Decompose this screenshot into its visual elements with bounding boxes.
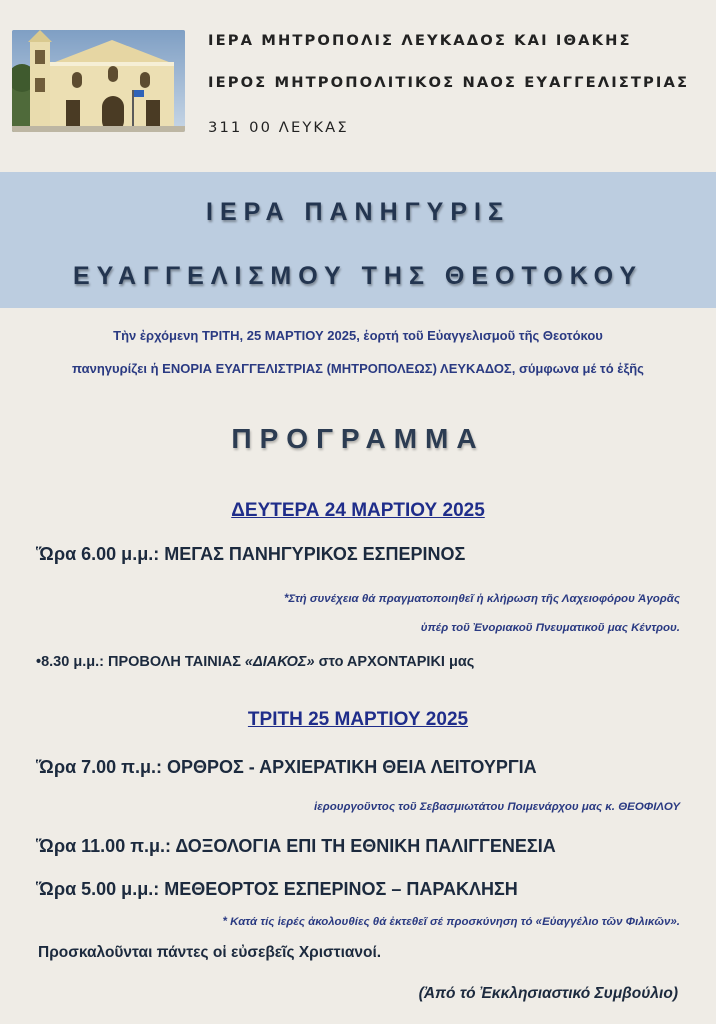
banner-title-line1: ΙΕΡΑ ΠΑΝΗΓΥΡΙΣ	[206, 198, 510, 226]
day2-doxology-item: Ὥρα 11.00 π.μ.: ΔΟΞΟΛΟΓΙΑ ΕΠΙ ΤΗ ΕΘΝΙΚΗ ΠΑΛΙΓΓΕΝΕΣΙΑ	[36, 836, 556, 856]
postal-address: 311 00 ΛΕΥΚΑΣ	[208, 120, 349, 136]
signature: (Ἀπό τό Ἐκκλησιαστικό Συμβούλιο)	[418, 985, 678, 1002]
day1-heading: ΔΕΥΤΕΡΑ 24 ΜΑΡΤΙΟΥ 2025	[231, 500, 485, 521]
day1-film-item	[36, 654, 474, 670]
day1-lottery-note-cont: ὑπέρ τοῦ Ἐνοριακοῦ Πνευματικοῦ μας Κέντρου.	[420, 622, 680, 634]
day2-liturgy-item: Ὥρα 7.00 π.μ.: ΟΡΘΡΟΣ - ΑΡΧΙΕΡΑΤΙΚΗ ΘΕΙΑ ΛΕΙΤΟΥΡΓΙΑ	[36, 757, 537, 777]
film-item-suffix: στο ΑΡΧΟΝΤΑΡΙΚΙ μας	[314, 654, 475, 670]
church-photo	[12, 30, 185, 132]
day1-lottery-note: *Στή συνέχεια θά πραγματοποιηθεῖ ἡ κλήρωση τῆς Λαχειοφόρου Ἀγορᾶς	[283, 593, 680, 605]
day2-gospel-note: * Κατά τίς ἱερές ἀκολουθίες θά ἐκτεθεῖ σέ προσκύνηση τό «Εὐαγγέλιο τῶν Φιλικῶν».	[222, 916, 680, 928]
day2-vespers-item: Ὥρα 5.00 μ.μ.: ΜΕΘΕΟΡΤΟΣ ΕΣΠΕΡΙΝΟΣ – ΠΑΡΑΚΛΗΣΗ	[36, 879, 518, 899]
day1-vespers-item: Ὥρα 6.00 μ.μ.: ΜΕΓΑΣ ΠΑΝΗΓΥΡΙΚΟΣ ΕΣΠΕΡΙΝΟΣ	[36, 544, 466, 564]
program-heading: ΠΡΟΓΡΑΜΜΑ	[231, 423, 485, 454]
day2-heading: ΤΡΙΤΗ 25 ΜΑΡΤΙΟΥ 2025	[247, 709, 469, 730]
church-name: ΙΕΡΟΣ ΜΗΤΡΟΠΟΛΙΤΙΚΟΣ ΝΑΟΣ ΕΥΑΓΓΕΛΙΣΤΡΙΑΣ	[208, 75, 690, 91]
invitation-text: Προσκαλοῦνται πάντες οἱ εὐσεβεῖς Χριστιανοί.	[38, 944, 382, 961]
letterhead	[0, 0, 716, 172]
film-item-prefix: •8.30 μ.μ.: ΠΡΟΒΟΛΗ ΤΑΙΝΙΑΣ	[36, 654, 245, 670]
metropolis-name: ΙΕΡΑ ΜΗΤΡΟΠΟΛΙΣ ΛΕΥΚΑΔΟΣ ΚΑΙ ΙΘΑΚΗΣ	[208, 33, 632, 49]
day2-celebrant-note: ἱερουργοῦντος τοῦ Σεβασμιωτάτου Ποιμενάρχου μας κ. ΘΕΟΦΙΛΟΥ	[314, 801, 680, 813]
film-title: «ΔΙΑΚΟΣ»	[244, 654, 315, 670]
title-banner	[0, 172, 716, 308]
banner-title-line2: ΕΥΑΓΓΕΛΙΣΜΟΥ ΤΗΣ ΘΕΟΤΟΚΟΥ	[72, 262, 644, 290]
intro-line2: πανηγυρίζει ἡ ΕΝΟΡΙΑ ΕΥΑΓΓΕΛΙΣΤΡΙΑΣ (ΜΗΤΡΟΠΟΛΕΩΣ) ΛΕΥΚΑΔΟΣ, σύμφωνα μέ τό ἑξῆς	[72, 361, 644, 376]
intro-line1: Τὴν ἐρχόμενη ΤΡΙΤΗ, 25 ΜΑΡΤΙΟΥ 2025, ἑορτή τοῦ Εὐαγγελισμοῦ τῆς Θεοτόκου	[113, 328, 603, 343]
